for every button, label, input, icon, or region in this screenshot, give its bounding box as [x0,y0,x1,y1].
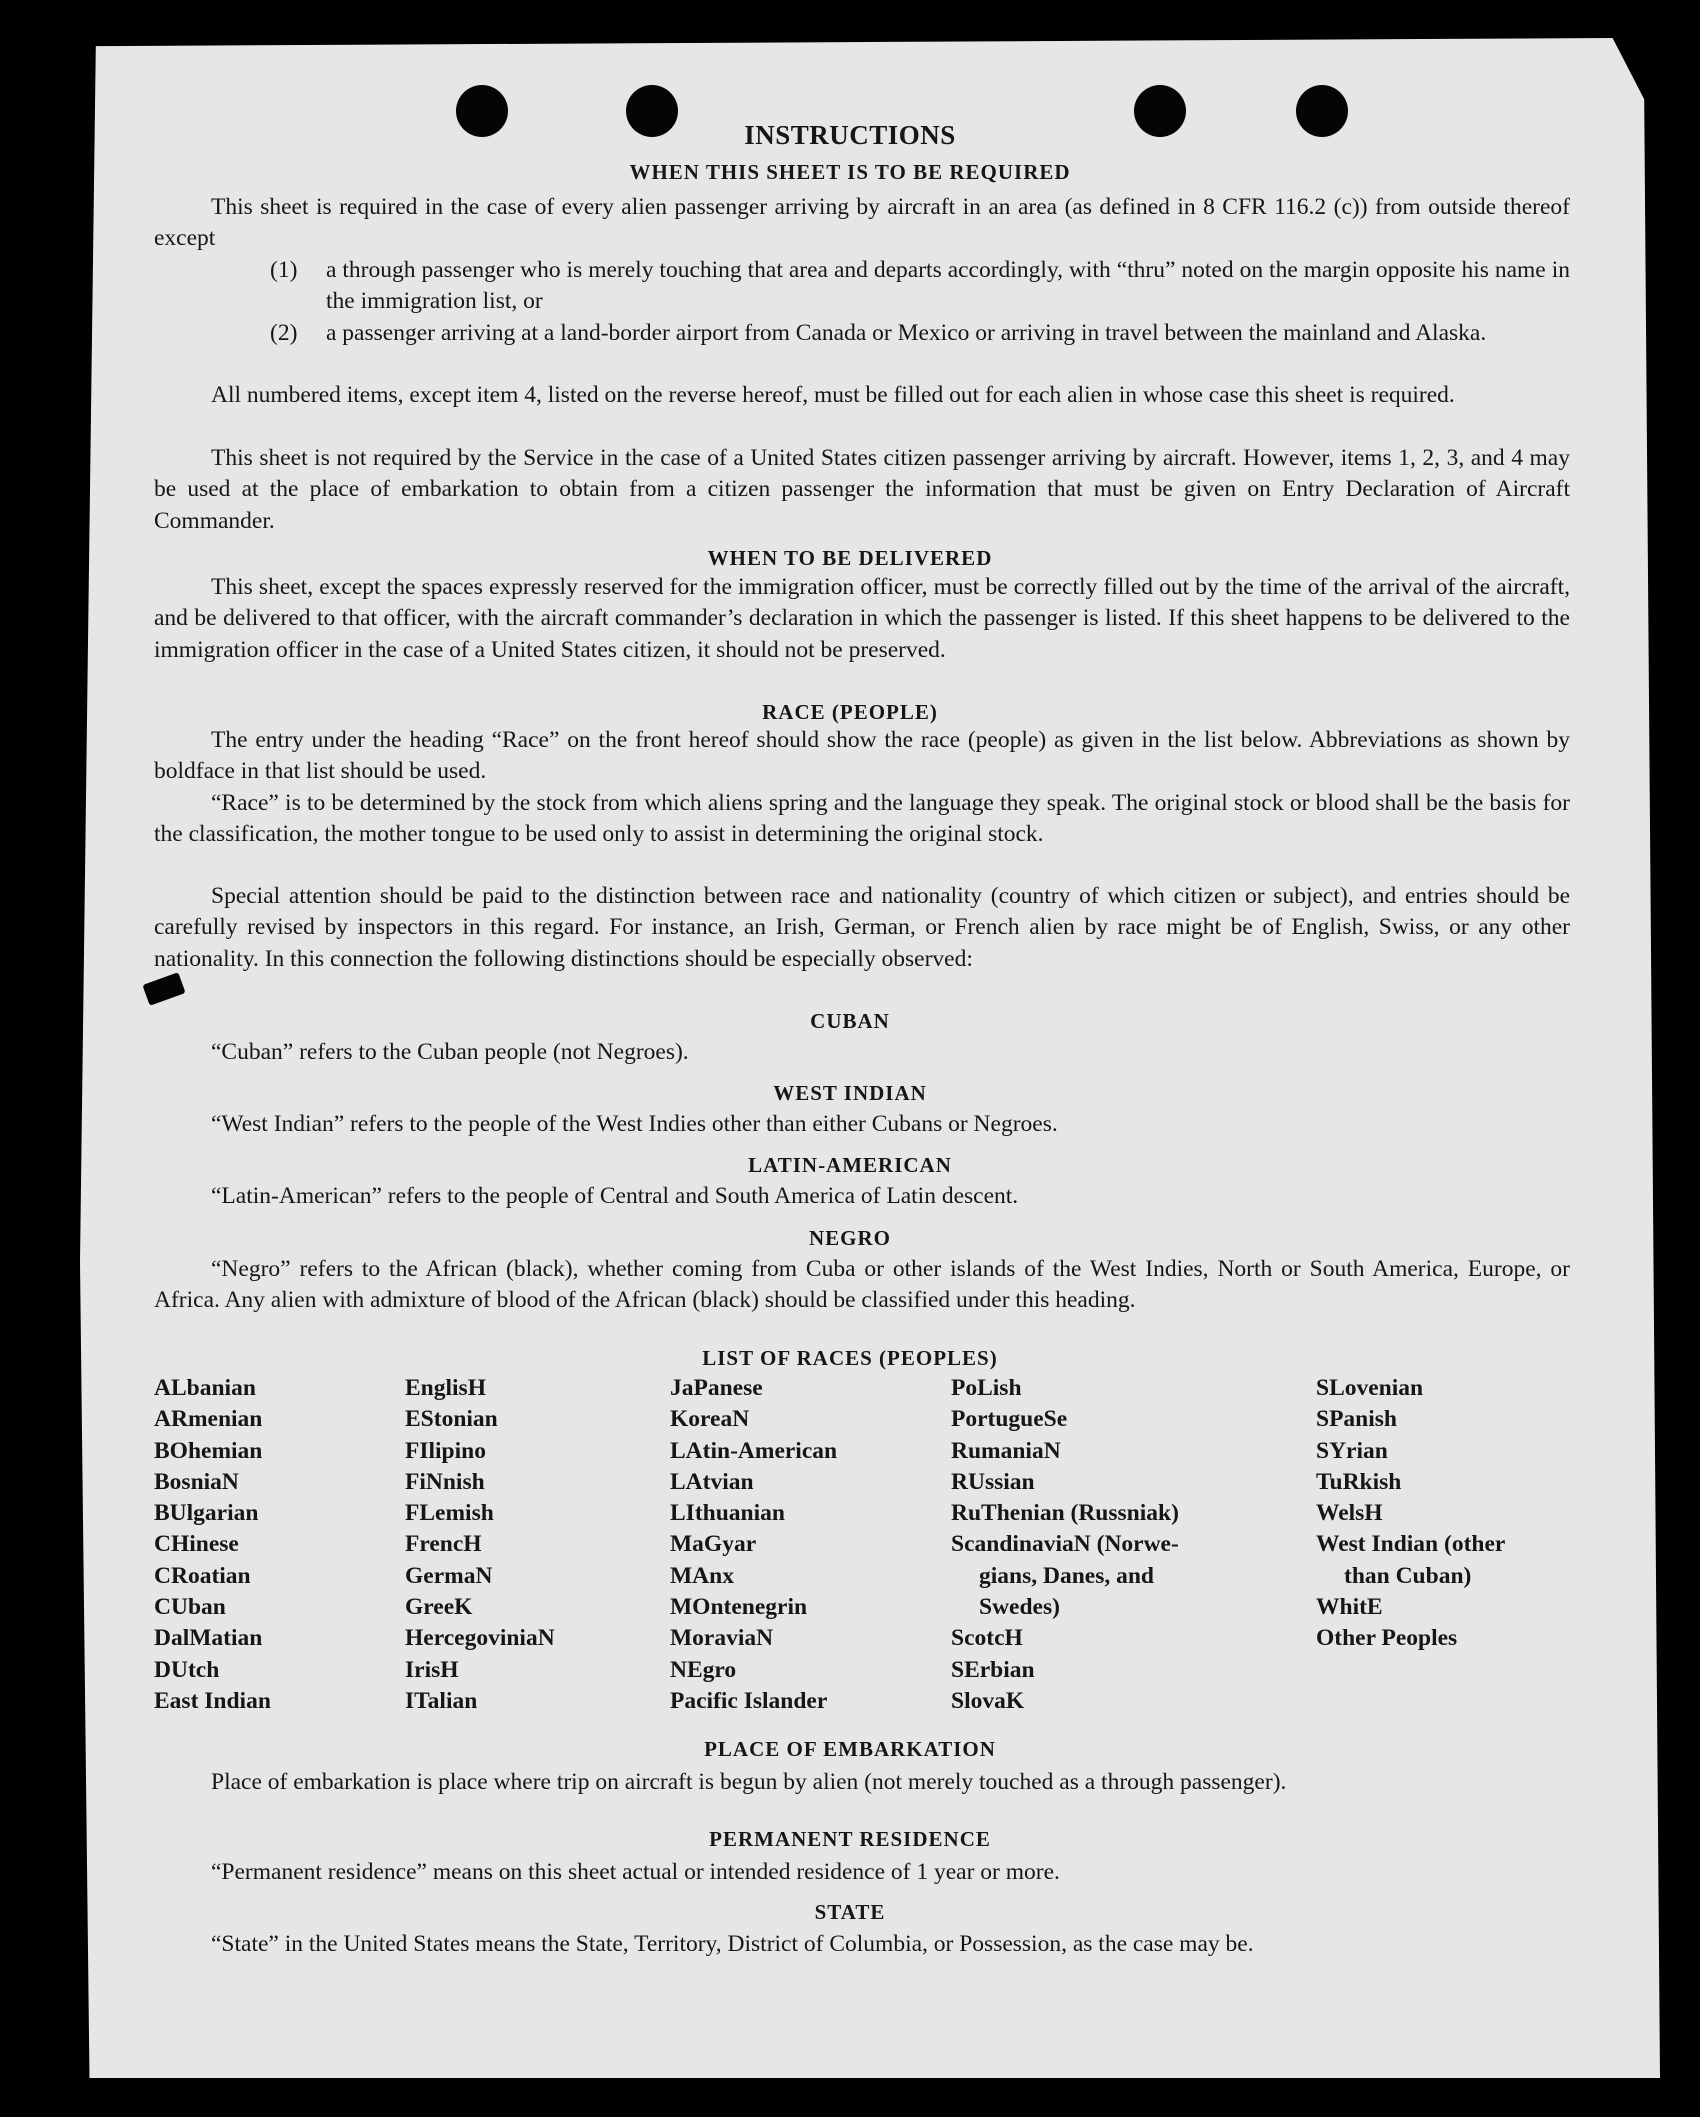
section-heading-state: STATE [814,1900,886,1924]
list-item: ITalian [405,1687,478,1714]
paragraph [154,380,1570,411]
paragraph [154,881,1570,975]
paragraph-text: This sheet, except the spaces expressly reserved for the immigration officer, must be correctly filled out by the time of the arrival of the aircraft, and be delivered to that officer, with the aircraft commander’s declaration in which the passenger is listed. If this sheet happens to be delivered to the immigration officer in the case of a United States citizen, it should not be preserved. [154,574,1570,663]
list-item: RuThenian (Russniak) [951,1500,1179,1527]
section-heading-race: RACE (PEOPLE) [762,700,938,724]
list-item: SPanish [1316,1406,1397,1433]
list-item: CUban [154,1594,226,1621]
races-list [154,1373,1574,1723]
section-heading-residence: PERMANENT RESIDENCE [709,1827,991,1851]
section-heading-races-list: LIST OF RACES (PEOPLES) [702,1346,998,1370]
list-item: FIlipino [405,1437,486,1464]
list-item: LAtvian [670,1468,754,1495]
item-text: a passenger arriving at a land-border airport from Canada or Mexico or arriving in travel between the mainland and Alaska. [326,320,1487,346]
list-item: IrisH [405,1656,459,1683]
list-item: SErbian [951,1656,1035,1683]
list-item: FLemish [405,1500,494,1527]
list-item: gians, Danes, and [979,1562,1154,1589]
paragraph [154,788,1570,851]
list-item: EnglisH [405,1375,486,1401]
races-column [154,1373,271,1717]
list-item: PoLish [951,1375,1022,1401]
paragraph-text: All numbered items, except item 4, listed on the reverse hereof, must be filled out for each alien in whose case this sheet is required. [211,382,1455,408]
numbered-item [270,318,1570,349]
paragraph [154,192,1570,255]
paragraph [154,1767,1570,1798]
list-item: BOhemian [154,1437,263,1464]
item-number: (2) [270,320,298,346]
paragraph-text: “Negro” refers to the African (black), whether coming from Cuba or other islands of the West Indies, North or South America, Europe, or Africa. Any alien with admixture of blood of the African (black) should be classified under this heading. [154,1256,1570,1314]
list-item: ARmenian [154,1406,263,1433]
list-item: MAnx [670,1562,734,1589]
paragraph [154,1109,1570,1140]
paragraph [154,572,1570,666]
races-column [670,1373,837,1717]
list-item: SlovaK [951,1687,1025,1714]
list-item: Swedes) [979,1594,1060,1621]
list-item: ScandinaviaN (Norwe- [951,1531,1179,1558]
list-item: LAtin-American [670,1437,838,1464]
list-item: than Cuban) [1344,1562,1472,1589]
list-item: MaGyar [670,1531,757,1558]
list-item: HercegoviniaN [405,1625,555,1652]
paragraph-text: “Permanent residence” means on this sheet actual or intended residence of 1 year or more. [211,1859,1060,1885]
list-item: FiNnish [405,1468,485,1495]
list-item: West Indian (other [1316,1531,1506,1558]
list-item: MoraviaN [670,1625,774,1652]
list-item: EStonian [405,1406,498,1433]
list-item: RumaniaN [951,1437,1061,1464]
paragraph [154,1037,1570,1068]
section-heading-required: WHEN THIS SHEET IS TO BE REQUIRED [629,160,1071,184]
list-item: KoreaN [670,1406,750,1433]
races-column [951,1373,1179,1717]
list-item: ALbanian [154,1375,256,1401]
list-item: FrencH [405,1531,482,1558]
paragraph [154,1181,1570,1212]
paragraph-text: “Latin-American” refers to the people of Central and South America of Latin descent. [211,1183,1019,1209]
list-item: GermaN [405,1562,493,1589]
list-item: DalMatian [154,1625,263,1652]
list-item: SYrian [1316,1437,1388,1464]
paragraph [154,1857,1570,1888]
list-item: BosniaN [154,1468,239,1495]
page-title: INSTRUCTIONS [744,120,956,150]
paragraph-text: This sheet is required in the case of every alien passenger arriving by aircraft in an area (as defined in 8 CFR 116.2 (c)) from outside thereof except [154,194,1570,252]
list-item: Other Peoples [1316,1625,1458,1652]
races-column [1316,1373,1505,1655]
numbered-item [270,255,1570,318]
list-item: BUlgarian [154,1500,259,1527]
paragraph-text: Place of embarkation is place where trip on aircraft is begun by alien (not merely touched as a through passenger). [211,1769,1287,1795]
section-heading-negro: NEGRO [808,1226,891,1250]
list-item: SLovenian [1316,1375,1424,1401]
item-number: (1) [270,257,298,283]
paragraph-text: “State” in the United States means the State, Territory, District of Columbia, or Possession, as the case may be. [211,1931,1254,1957]
list-item: JaPanese [670,1375,763,1401]
list-item: DUtch [154,1656,220,1683]
paragraph-text: The entry under the heading “Race” on the front hereof should show the race (people) as given in the list below. Abbreviations as shown by boldface in that list should be used. [154,727,1570,785]
list-item: TuRkish [1316,1468,1402,1495]
list-item: ScotcH [951,1625,1023,1652]
section-heading-latin-american: LATIN-AMERICAN [748,1153,952,1177]
paragraph-text: “Cuban” refers to the Cuban people (not Negroes). [211,1039,689,1065]
list-item: Pacific Islander [670,1687,828,1714]
races-column [405,1373,555,1717]
list-item: LIthuanian [670,1500,785,1527]
list-item: WhitE [1316,1594,1383,1621]
paragraph-text: This sheet is not required by the Service in the case of a United States citizen passenger arriving by aircraft. However, items 1, 2, 3, and 4 may be used at the place of embarkation to obtain from a citizen passenger the information that must be given on Entry Declaration of Aircraft Commander. [154,445,1570,534]
section-heading-embarkation: PLACE OF EMBARKATION [704,1737,996,1761]
list-item: MOntenegrin [670,1594,808,1621]
paragraph-text: Special attention should be paid to the distinction between race and nationality (country of which citizen or subject), and entries should be carefully revised by inspectors in this regard. For instance, an Irish, German, or French alien by race might be of English, Swiss, or any other nationality. In this connection the following distinctions should be especially observed: [154,883,1570,972]
list-item: CHinese [154,1531,239,1558]
paragraph [154,443,1570,537]
paragraph [154,1929,1570,1960]
section-heading-cuban: CUBAN [810,1009,890,1033]
paragraph-text: “Race” is to be determined by the stock from which aliens spring and the language they speak. The original stock or blood shall be the basis for the classification, the mother tongue to be used only to assist in determining the original stock. [154,790,1570,848]
list-item: NEgro [670,1656,737,1683]
paragraph [154,1254,1570,1317]
paragraph [154,725,1570,788]
list-item: CRoatian [154,1562,251,1589]
list-item: East Indian [154,1687,271,1714]
list-item: PortugueSe [951,1406,1068,1433]
list-item: WelsH [1316,1500,1383,1527]
item-text: a through passenger who is merely touching that area and departs accordingly, with “thru” noted on the margin opposite his name in the immigration list, or [326,257,1570,315]
section-heading-delivered: WHEN TO BE DELIVERED [707,546,993,570]
list-item: RUssian [951,1468,1035,1495]
paragraph-text: “West Indian” refers to the people of the West Indies other than either Cubans or Negroes. [211,1111,1058,1137]
list-item: GreeK [405,1594,473,1621]
section-heading-west-indian: WEST INDIAN [773,1081,927,1105]
